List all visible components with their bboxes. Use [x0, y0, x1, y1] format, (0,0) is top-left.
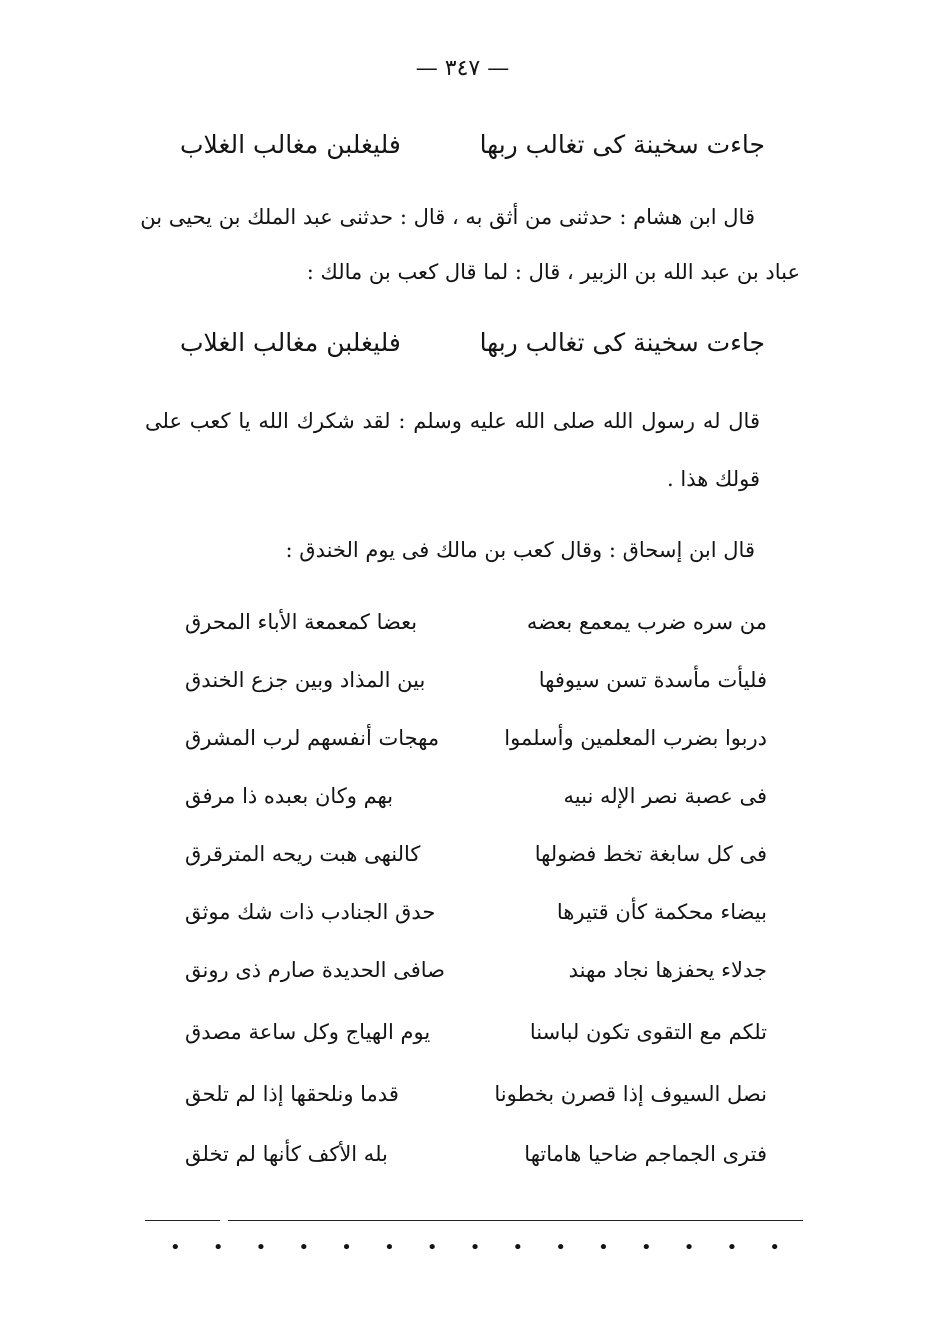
- poem-second-hemistich: بين المذاد وبين جزع الخندق: [185, 668, 426, 692]
- footer-dot: •: [512, 1237, 524, 1258]
- footer-rule-short: [145, 1220, 220, 1221]
- footer-rule-long: [228, 1220, 803, 1221]
- verse-repeat: [180, 328, 765, 357]
- poem-second-hemistich: بله الأكف كأنها لم تخلق: [185, 1142, 388, 1166]
- poem-first-hemistich: نصل السيوف إذا قصرن بخطونا: [494, 1082, 767, 1106]
- poem-line: [185, 1020, 767, 1060]
- verse-repeat-first-hemistich: جاءت سخينة كى تغالب ربها: [479, 328, 765, 357]
- poem-first-hemistich: بيضاء محكمة كأن قتيرها: [556, 900, 767, 924]
- poem-line: [185, 610, 767, 650]
- verse-top-second-hemistich: فليغلبن مغالب الغلاب: [180, 130, 401, 159]
- poem-first-hemistich: تلكم مع التقوى تكون لباسنا: [529, 1020, 767, 1044]
- poem-second-hemistich: كالنهى هبت ريحه المترقرق: [185, 842, 421, 866]
- poem-line: [185, 900, 767, 940]
- footer-dot: •: [683, 1237, 695, 1258]
- comment-paragraph: قال له رسول الله صلى الله عليه وسلم : لقد شكرك الله يا كعب على قولك هذا .: [145, 409, 760, 491]
- poem-second-hemistich: بعضا كمعمعة الأباء المحرق: [185, 610, 418, 634]
- poem-second-hemistich: حدق الجنادب ذات شك موثق: [185, 900, 436, 924]
- footer-dot: •: [769, 1237, 780, 1258]
- isnad-line-2: عباد بن عبد الله بن الزبير ، قال : لما قال كعب بن مالك :: [306, 260, 800, 284]
- poem-line: [185, 726, 767, 766]
- footer-dot: •: [170, 1237, 181, 1258]
- isnad-line-1: قال ابن هشام : حدثنى من أثق به ، قال : حدثنى عبد الملك بن يحيى بن: [140, 205, 755, 229]
- page-number: — ٣٤٧ —: [415, 56, 510, 81]
- footer-dots: [170, 1238, 780, 1258]
- footer-dot: •: [298, 1237, 310, 1258]
- poem-second-hemistich: قدما ونلحقها إذا لم تلحق: [185, 1082, 399, 1106]
- poem-line: [185, 1082, 767, 1122]
- poem-line: [185, 842, 767, 882]
- poem-second-hemistich: صافى الحديدة صارم ذى رونق: [185, 958, 445, 982]
- poem-first-hemistich: دربوا بضرب المعلمين وأسلموا: [504, 726, 767, 750]
- footer-dot: •: [341, 1237, 352, 1258]
- footer-dot: •: [640, 1237, 652, 1258]
- poem-second-hemistich: يوم الهياج وكل ساعة مصدق: [185, 1020, 431, 1044]
- footer-dot: •: [255, 1237, 267, 1258]
- verse-repeat-second-hemistich: فليغلبن مغالب الغلاب: [180, 328, 401, 357]
- poem-intro: قال ابن إسحاق : وقال كعب بن مالك فى يوم الخندق :: [285, 538, 755, 562]
- poem-first-hemistich: فترى الجماجم ضاحيا هاماتها: [524, 1142, 767, 1166]
- verse-top-first-hemistich: جاءت سخينة كى تغالب ربها: [479, 130, 765, 159]
- poem-second-hemistich: بهم وكان بعبده ذا مرفق: [185, 784, 394, 808]
- footer-dot: •: [726, 1237, 738, 1258]
- footer-dot: •: [212, 1237, 224, 1258]
- footer-dot: •: [384, 1237, 395, 1258]
- poem-line: [185, 958, 767, 998]
- poem-first-hemistich: فليأت مأسدة تسن سيوفها: [538, 668, 767, 692]
- footer-dot: •: [598, 1237, 609, 1258]
- footer-dot: •: [555, 1237, 566, 1258]
- poem-first-hemistich: من سره ضرب يمعمع بعضه: [526, 610, 767, 634]
- poem-first-hemistich: فى عصبة نصر الإله نبيه: [563, 784, 767, 808]
- footer-dot: •: [426, 1237, 438, 1258]
- poem-second-hemistich: مهجات أنفسهم لرب المشرق: [185, 726, 440, 750]
- poem-line: [185, 1142, 767, 1182]
- verse-top: [180, 130, 765, 159]
- footer-dot: •: [469, 1237, 481, 1258]
- poem-line: [185, 784, 767, 824]
- poem-line: [185, 668, 767, 708]
- poem-first-hemistich: جدلاء يحفزها نجاد مهند: [568, 958, 767, 982]
- poem-first-hemistich: فى كل سابغة تخط فضولها: [534, 842, 767, 866]
